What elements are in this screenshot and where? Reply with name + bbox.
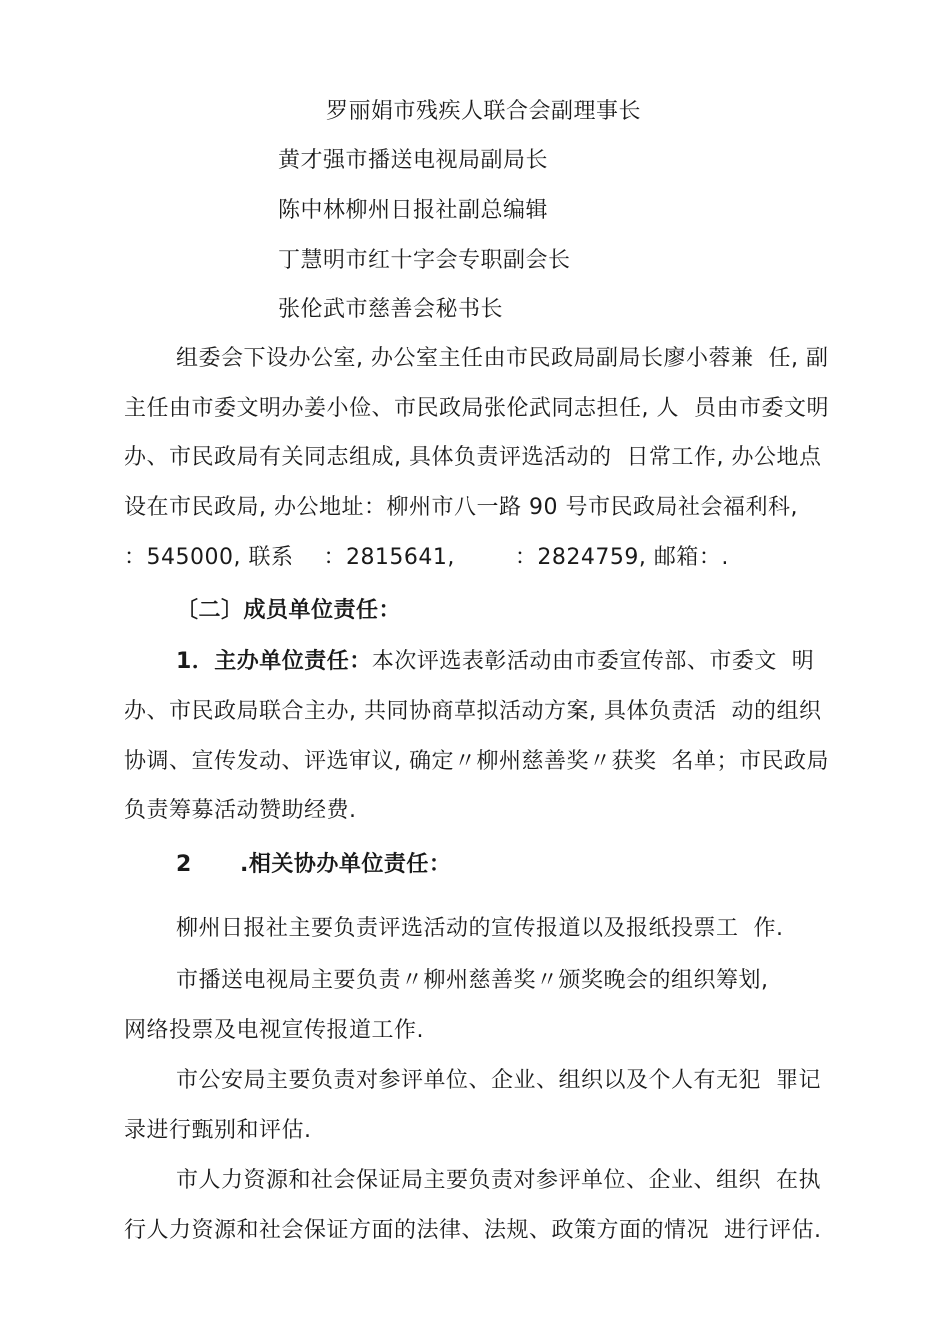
member-line: 黄才强市播送电视局副局长 [278, 148, 549, 173]
item2-paragraph-line: 柳州日报社主要负责评选活动的宣传报道以及报纸投票工 作. [176, 916, 784, 941]
member-line: 张伦武市慈善会秘书长 [278, 297, 504, 322]
item1-line: 办、市民政局联合主办, 共同协商草拟活动方案, 具体负责活 动的组织 [124, 699, 822, 724]
member-line: 陈中林柳州日报社副总编辑 [278, 198, 549, 223]
item2-label: .相关协办单位责任： [240, 852, 452, 877]
item1-first-line [176, 647, 814, 677]
office-paragraph-line: 组委会下设办公室, 办公室主任由市民政局副局长廖小蓉兼 任, 副 [176, 346, 829, 371]
item2-paragraph-line: 录进行甄别和评估. [124, 1118, 312, 1143]
member-line: 罗丽娟市残疾人联合会副理事长 [326, 99, 642, 124]
section-heading: 〔二〕成员单位责任： [176, 598, 402, 623]
office-paragraph-line: 设在市民政局, 办公地址：柳州市八一路 90 号市民政局社会福利科, [124, 495, 798, 520]
item1-line: 负责筹募活动赞助经费. [124, 798, 357, 823]
member-line: 丁慧明市红十字会专职副会长 [278, 248, 571, 273]
office-paragraph-line: 办、市民政局有关同志组成, 具体负责评选活动的 日常工作, 办公地点 [124, 445, 822, 470]
item2-paragraph-line: 市公安局主要负责对参评单位、企业、组织以及个人有无犯 罪记 [176, 1068, 821, 1093]
item2-paragraph-line: 网络投票及电视宣传报道工作. [124, 1018, 424, 1043]
item2-number: 2 [176, 852, 192, 877]
office-paragraph-line: 主任由市委文明办姜小俭、市民政局张伦武同志担任, 人 员由市委文明 [124, 396, 829, 421]
item2-paragraph-line: 市播送电视局主要负责〃柳州慈善奖〃颁奖晚会的组织筹划, [176, 968, 769, 993]
item2-paragraph-line: 市人力资源和社会保证局主要负责对参评单位、企业、组织 在执 [176, 1168, 821, 1193]
office-paragraph-line: ：545000, 联系 ：2815641, ：2824759, 邮箱：. [124, 545, 729, 570]
item1-text: 本次评选表彰活动由市委宣传部、市委文 明 [371, 649, 815, 674]
item1-line: 协调、宣传发动、评选审议, 确定〃柳州慈善奖〃获奖 名单；市民政局 [124, 749, 829, 774]
item1-label: 1．主办单位责任： [176, 649, 372, 674]
item2-paragraph-line: 行人力资源和社会保证方面的法律、法规、政策方面的情况 进行评估. [124, 1218, 822, 1243]
